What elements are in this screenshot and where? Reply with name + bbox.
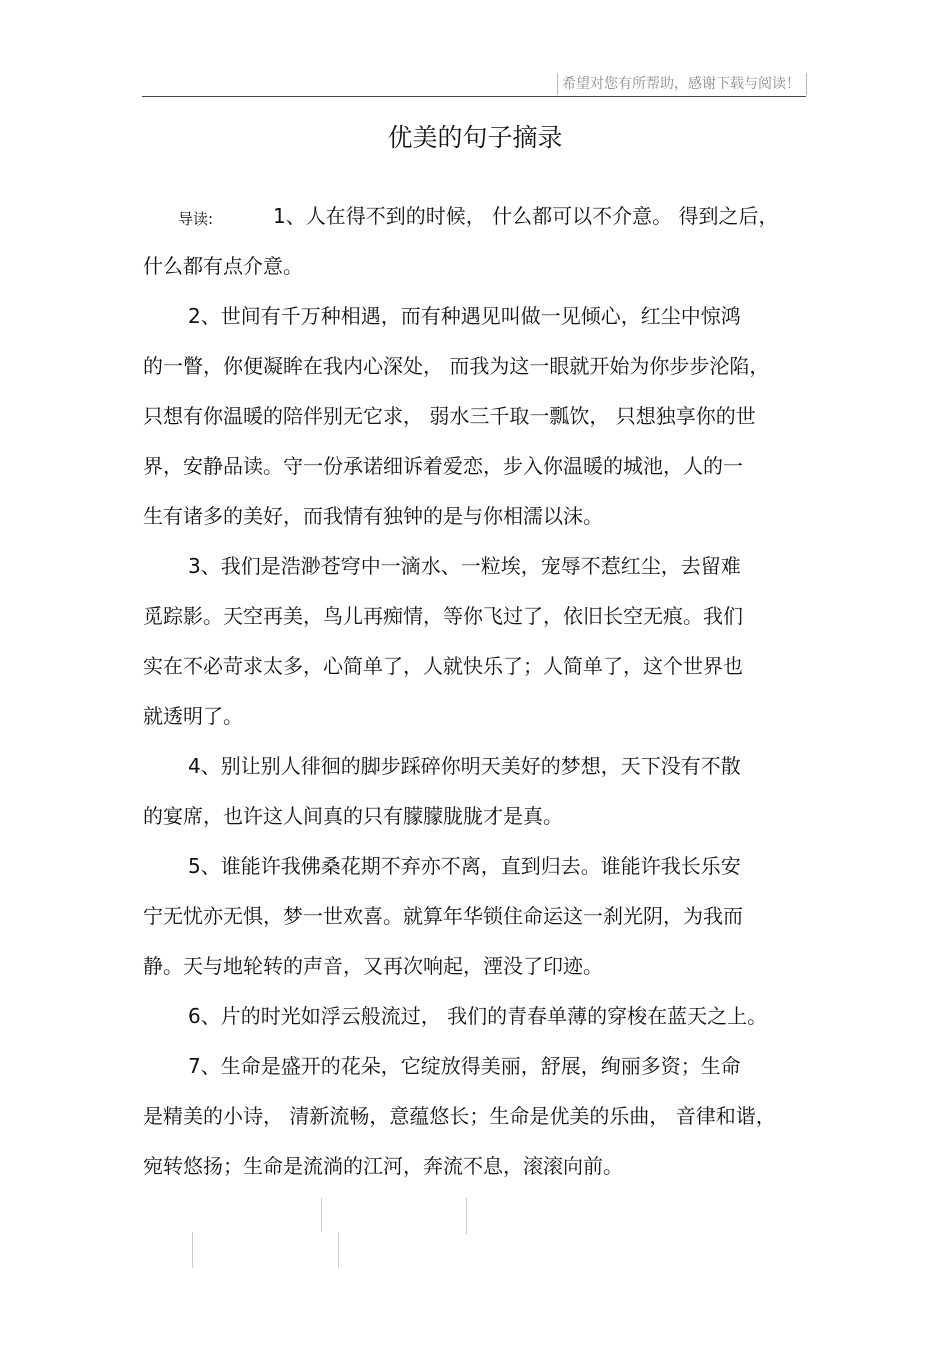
text-line: 就透明了。 — [143, 704, 243, 728]
scan-artifact-line — [338, 1232, 339, 1268]
text-line: 只想有你温暖的陪伴别无它求， 弱水三千取一瓢饮， 只想独享你的世 — [143, 404, 756, 428]
scan-artifact-line — [321, 1198, 322, 1232]
text-line: 3、我们是浩渺苍穹中一滴水、一粒埃，宠辱不惹红尘，去留难 — [188, 554, 741, 578]
text-line: 什么都有点介意。 — [143, 254, 303, 278]
text-line: 觅踪影。天空再美，鸟儿再痴情，等你飞过了，依旧长空无痕。我们 — [143, 604, 743, 628]
header-rule — [142, 96, 806, 97]
text-line: 4、别让别人徘徊的脚步踩碎你明天美好的梦想，天下没有不散 — [188, 754, 741, 778]
text-line: 2、世间有千万种相遇，而有种遇见叫做一见倾心，红尘中惊鸿 — [188, 304, 741, 328]
text-line: 的宴席，也许这人间真的只有朦朦胧胧才是真。 — [143, 804, 563, 828]
text-line: 静。天与地轮转的声音，又再次响起，湮没了印迹。 — [143, 954, 603, 978]
text-line: 是精美的小诗， 清新流畅，意蕴悠长；生命是优美的乐曲， 音律和谐， — [143, 1104, 776, 1128]
text-line: 宛转悠扬；生命是流淌的江河，奔流不息，滚滚向前。 — [143, 1154, 623, 1178]
text-line: 7、生命是盛开的花朵，它绽放得美丽，舒展，绚丽多资；生命 — [188, 1054, 741, 1078]
header-watermark: 希望对您有所帮助，感谢下载与阅读！ — [557, 73, 807, 95]
document-title: 优美的句子摘录 — [387, 123, 563, 152]
text-line: 6、片的时光如浮云般流过， 我们的青春单薄的穿梭在蓝天之上。 — [188, 1004, 768, 1028]
text-line: 实在不必苛求太多，心简单了，人就快乐了；人简单了，这个世界也 — [143, 654, 743, 678]
intro-label: 导读: — [178, 210, 214, 228]
text-line: 界，安静品读。守一份承诺细诉着爱恋，步入你温暖的城池，人的一 — [143, 454, 743, 478]
text-line: 1、人在得不到的时候， 什么都可以不介意。 得到之后， — [273, 204, 779, 228]
text-line: 5、谁能许我佛桑花期不弃亦不离，直到归去。谁能许我长乐安 — [188, 854, 741, 878]
scan-artifact-line — [192, 1232, 193, 1268]
text-line: 的一瞥，你便凝眸在我内心深处， 而我为这一眼就开始为你步步沦陷， — [143, 354, 770, 378]
text-line: 宁无忧亦无惧，梦一世欢喜。就算年华锁住命运这一刹光阴，为我而 — [143, 904, 743, 928]
scan-artifact-line — [466, 1198, 467, 1234]
text-line: 生有诸多的美好，而我情有独钟的是与你相濡以沫。 — [143, 504, 603, 528]
